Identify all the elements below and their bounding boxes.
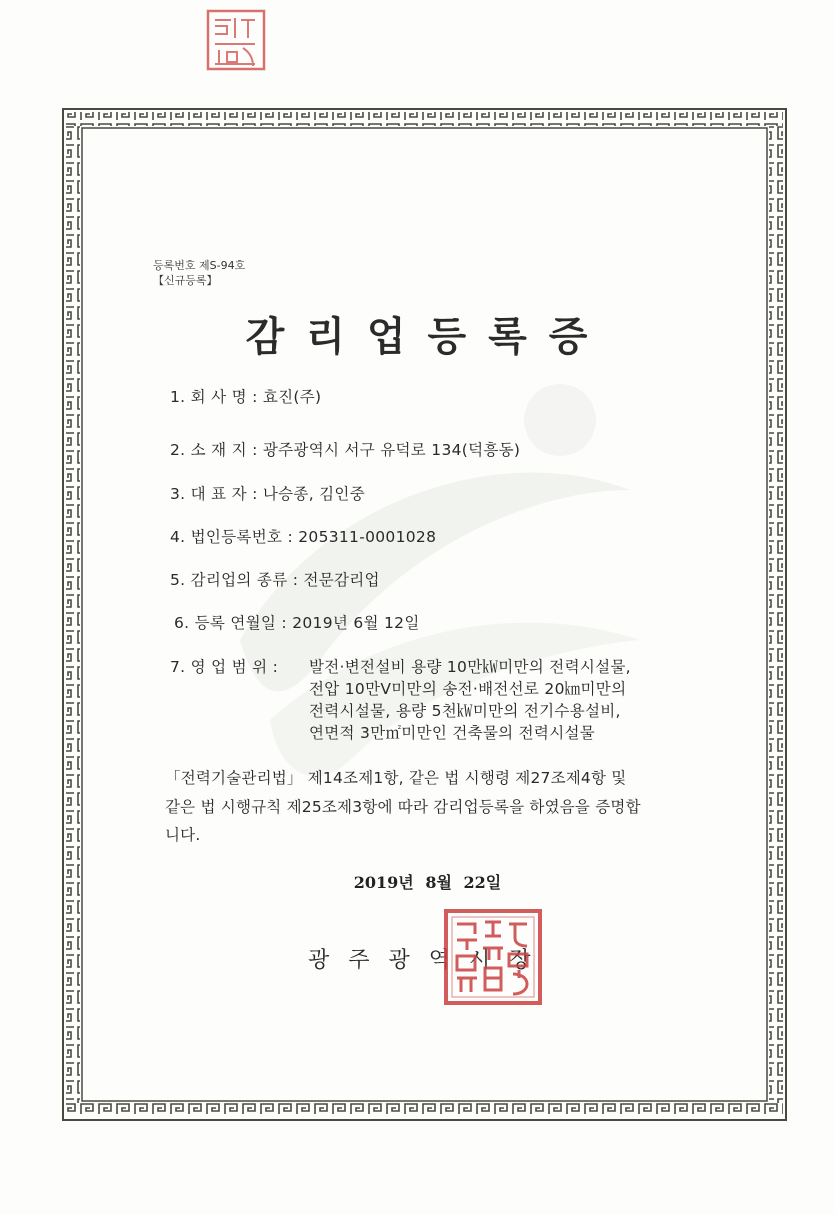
official-seal-stamp [443,908,543,1006]
statement-line-2: 같은 법 시행규칙 제25조제3항에 따라 감리업등록을 하였음을 증명합 [165,797,641,816]
issue-date: 2019년 8월 22일 [353,873,502,892]
field-representative [170,482,365,504]
field-company-label: 1. 회 사 명 : [170,388,258,406]
field-address [170,438,520,460]
field-address-value: 광주광역시 서구 유덕로 134(덕흥동) [262,441,521,459]
field-scope-label: 7. 영 업 범 위 : [170,658,279,676]
field-corp-reg-no-label: 4. 법인등록번호 : [170,528,294,546]
statement-line-3: 니다. [165,826,201,844]
field-scope-line-3: 전력시설물, 용량 5천㎾미만의 전기수용설비, [309,702,621,720]
statement-line-1: 「전력기술관리법」 제14조제1항, 같은 법 시행령 제27조제4항 및 [165,769,627,787]
field-scope-line-1: 발전·변전설비 용량 10만㎾미만의 전력시설물, [309,658,631,676]
field-company-value: 효진(주) [262,388,322,406]
field-category-label: 5. 감리업의 종류 : [170,571,299,589]
field-representative-label: 3. 대 표 자 : [170,485,258,503]
field-category [170,568,380,590]
field-scope-line-2: 전압 10만V미만의 송전·배전선로 20㎞미만의 [309,680,627,698]
field-corp-reg-no-value: 205311-0001028 [298,528,437,546]
field-reg-date-value: 2019년 6월 12일 [292,614,420,632]
certification-statement [165,764,705,850]
field-reg-date [174,611,420,633]
field-corp-reg-no [170,525,436,547]
registration-number: 등록번호 제S-94호 [153,259,246,272]
registration-type: 【신규등록】 [153,274,218,287]
document-title: 감리업등록증 [245,314,610,360]
top-seal-stamp [205,8,267,72]
field-representative-value: 나승종, 김인중 [262,485,365,503]
field-address-label: 2. 소 재 지 : [170,441,258,459]
field-scope-line-4: 연면적 3만㎡미만인 건축물의 전력시설물 [309,724,596,742]
field-company [170,385,321,407]
issuer-name: 광주광역시장 [308,948,550,973]
field-reg-date-label: 6. 등록 연월일 : [174,614,287,632]
field-category-value: 전문감리업 [303,571,380,589]
